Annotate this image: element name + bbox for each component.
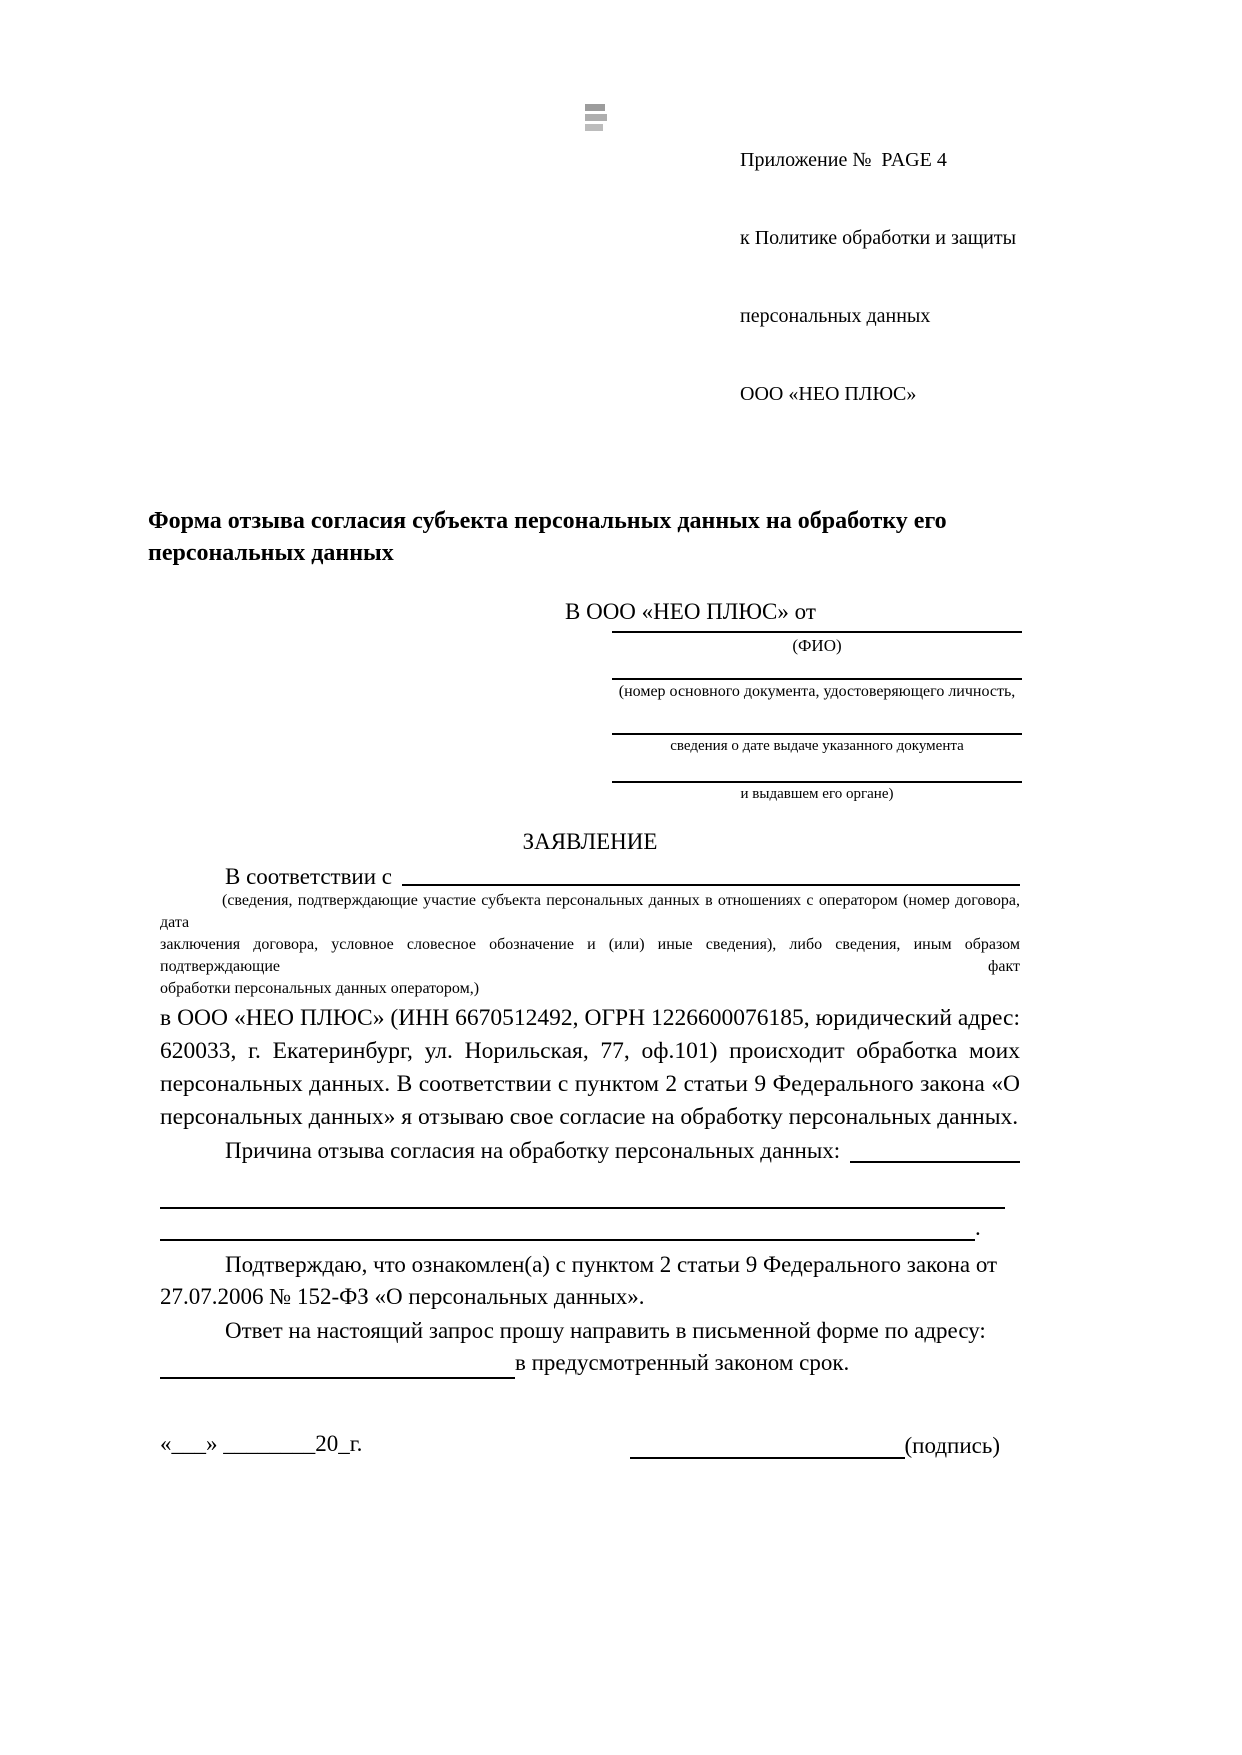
issue-date-caption: сведения о дате выдаче указанного документа bbox=[670, 738, 964, 754]
stamp-line bbox=[585, 124, 603, 131]
issue-date-field bbox=[612, 727, 1022, 755]
reason-blank-row-3 bbox=[160, 1213, 1020, 1241]
appendix-header-line: к Политике обработки и защиты bbox=[740, 227, 1017, 249]
document-number-blank-line bbox=[612, 672, 1022, 680]
statement-heading: ЗАЯВЛЕНИЕ bbox=[522, 829, 658, 854]
fio-field bbox=[612, 625, 1022, 656]
document-title: Форма отзыва согласия субъекта персональных данных на обработку его персональных данных bbox=[148, 508, 947, 566]
stamp-line bbox=[585, 104, 605, 111]
issue-date-blank-line bbox=[612, 727, 1022, 735]
addressee-line: В ООО «НЕО ПЛЮС» от bbox=[565, 599, 816, 624]
date-blank: «___» ________20_г. bbox=[160, 1431, 363, 1456]
signature-area bbox=[630, 1431, 1000, 1459]
fio-caption: (ФИО) bbox=[792, 636, 842, 655]
reply-suffix: в предусмотренный законом срок. bbox=[515, 1350, 850, 1375]
appendix-header-line: ООО «НЕО ПЛЮС» bbox=[740, 383, 917, 405]
fio-blank-line bbox=[612, 625, 1022, 633]
appendix-header-line: персональных данных bbox=[740, 305, 931, 327]
document-number-caption: (номер основного документа, удостоверяющего личность, bbox=[618, 683, 1016, 700]
fine-print-line: обработки персональных данных оператором,) bbox=[160, 980, 480, 997]
signature-blank-line bbox=[630, 1431, 905, 1459]
blank-line-period: . bbox=[975, 1215, 981, 1240]
reason-blank-line-2 bbox=[160, 1207, 1005, 1209]
reason-label: Причина отзыва согласия на обработку персональных данных: bbox=[225, 1138, 841, 1163]
stamp-line bbox=[585, 114, 607, 121]
intro-blank-line bbox=[402, 864, 1020, 886]
reply-paragraph: Ответ на настоящий запрос прошу направить в письменной форме по адресу: bbox=[225, 1318, 986, 1343]
intro-prefix: В соответствии с bbox=[225, 864, 393, 889]
appendix-header-line: Приложение № PAGE 4 bbox=[740, 149, 947, 171]
reason-blank-line bbox=[850, 1134, 1020, 1163]
reason-blank-line-3 bbox=[160, 1213, 975, 1241]
addressee-fields bbox=[612, 625, 1022, 803]
signature-caption: (подпись) bbox=[904, 1433, 1000, 1458]
intro-row bbox=[160, 864, 1020, 890]
issuing-authority-field bbox=[612, 775, 1022, 803]
signature-row bbox=[160, 1431, 1020, 1459]
document-number-field bbox=[612, 672, 1022, 701]
reason-row bbox=[160, 1134, 1020, 1167]
issuing-authority-blank-line bbox=[612, 775, 1022, 783]
issuing-authority-caption: и выдавшем его органе) bbox=[740, 786, 894, 802]
statement-body: в ООО «НЕО ПЛЮС» (ИНН 6670512492, ОГРН 1226600076185, юридический адрес: 620033, г. Екатеринбург, ул. Норильская, 77, оф.101) происходит обработка моих персональных данных. В соответствии с пунктом 2 статьи 9 Федерального закона «О персональных данных» я отзываю свое согласие на обработку персональных данных. bbox=[160, 1005, 1020, 1130]
address-blank-line bbox=[160, 1351, 515, 1379]
fine-print-line: заключения договора, условное словесное обозначение и (или) иные сведения), либо сведения, иным образом подтверждающие факт bbox=[160, 936, 1020, 975]
fine-print-line: (сведения, подтверждающие участие субъекта персональных данных в отношениях с оператором (номер договора, дата bbox=[160, 892, 1020, 931]
reply-address-row bbox=[160, 1347, 1020, 1379]
appendix-header bbox=[740, 95, 1020, 459]
fine-print bbox=[160, 890, 1020, 1000]
confirmation-paragraph: Подтверждаю, что ознакомлен(а) с пунктом 2 статьи 9 Федерального закона от 27.07.2006 № 152-ФЗ «О персональных данных». bbox=[160, 1252, 998, 1309]
blurred-stamp-artifact bbox=[585, 104, 609, 134]
